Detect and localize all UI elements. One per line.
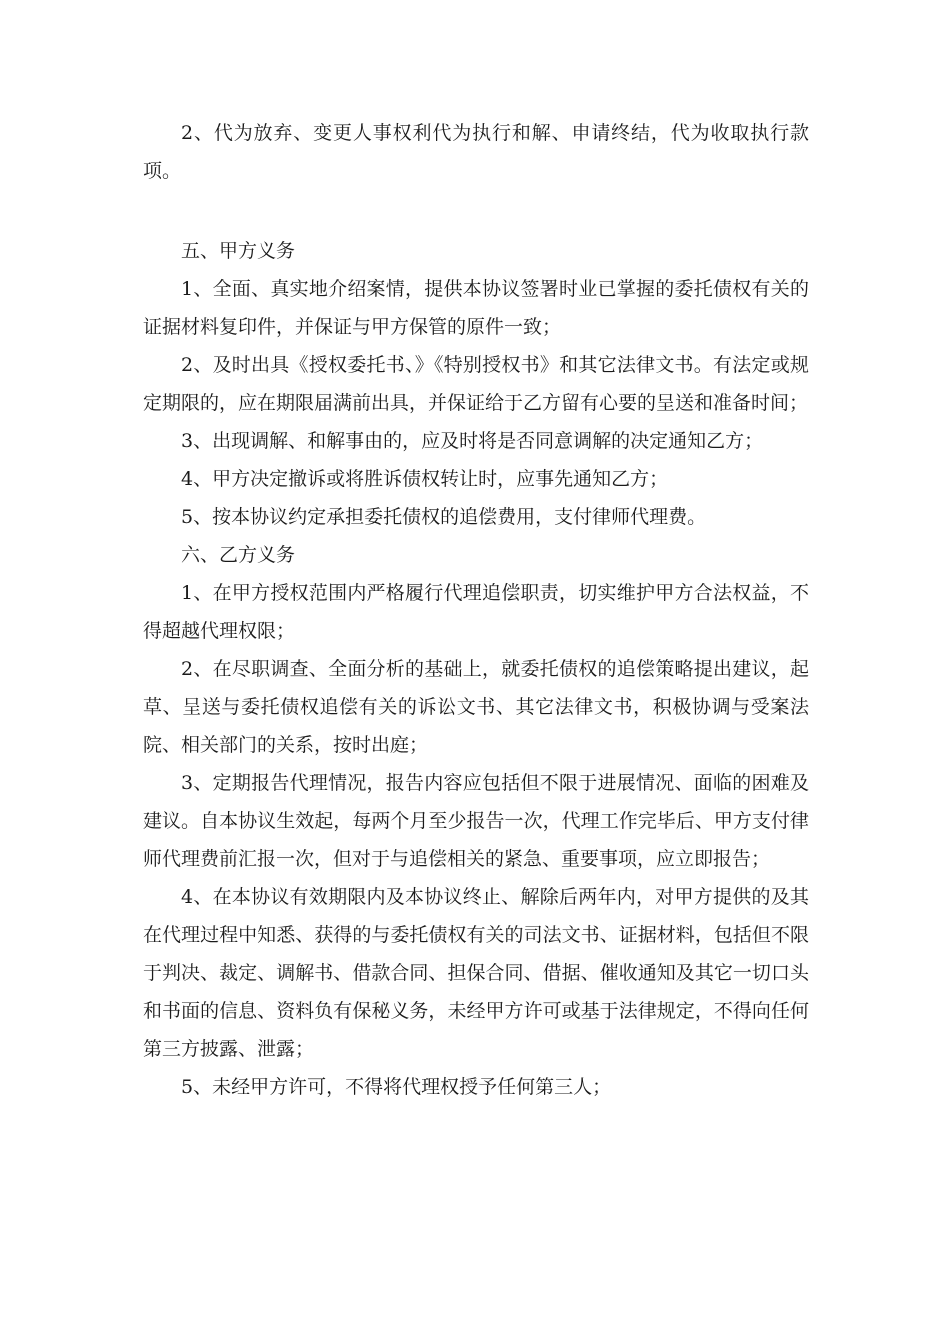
section-spacer (143, 190, 809, 232)
section-heading-party-b-obligations: 六、乙方义务 (181, 544, 296, 566)
paragraph-a-obligation-2: 2、及时出具《授权委托书、》《特别授权书》和其它法律文书。有法定或规定期限的，应在期限届满前出具，并保证给于乙方留有心要的呈送和准备时间； (143, 354, 809, 414)
paragraph-execution-rights: 2、代为放弃、变更人事权利代为执行和解、申请终结，代为收取执行款项。 (143, 122, 809, 182)
paragraph-b-obligation-2: 2、在尽职调查、全面分析的基础上，就委托债权的追偿策略提出建议，起草、呈送与委托债权追偿有关的诉讼文书、其它法律文书，积极协调与受案法院、相关部门的关系，按时出庭； (143, 658, 809, 756)
paragraph-b-obligation-5: 5、未经甲方许可，不得将代理权授予任何第三人； (181, 1076, 612, 1098)
paragraph-b-obligation-1: 1、在甲方授权范围内严格履行代理追偿职责，切实维护甲方合法权益，不得超越代理权限； (143, 582, 809, 642)
paragraph-a-obligation-3: 3、出现调解、和解事由的，应及时将是否同意调解的决定通知乙方； (181, 430, 764, 452)
paragraph-b-obligation-3: 3、定期报告代理情况，报告内容应包括但不限于进展情况、面临的困难及建议。自本协议生效起，每两个月至少报告一次，代理工作完毕后、甲方支付律师代理费前汇报一次，但对于与追偿相关的紧急、重要事项，应立即报告； (143, 772, 809, 870)
paragraph-a-obligation-5: 5、按本协议约定承担委托债权的追偿费用，支付律师代理费。 (181, 506, 707, 528)
section-heading-party-a-obligations: 五、甲方义务 (181, 240, 296, 262)
paragraph-a-obligation-1: 1、全面、真实地介绍案情，提供本协议签署时业已掌握的委托债权有关的证据材料复印件，并保证与甲方保管的原件一致； (143, 278, 809, 338)
paragraph-a-obligation-4: 4、甲方决定撤诉或将胜诉债权转让时，应事先通知乙方； (181, 468, 669, 490)
paragraph-b-obligation-4: 4、在本协议有效期限内及本协议终止、解除后两年内，对甲方提供的及其在代理过程中知悉、获得的与委托债权有关的司法文书、证据材料，包括但不限于判决、裁定、调解书、借款合同、担保合同、借据、催收通知及其它一切口头和书面的信息、资料负有保秘义务，未经甲方许可或基于法律规定，不得向任何第三方披露、泄露； (143, 886, 809, 1060)
document-body (143, 114, 809, 1106)
